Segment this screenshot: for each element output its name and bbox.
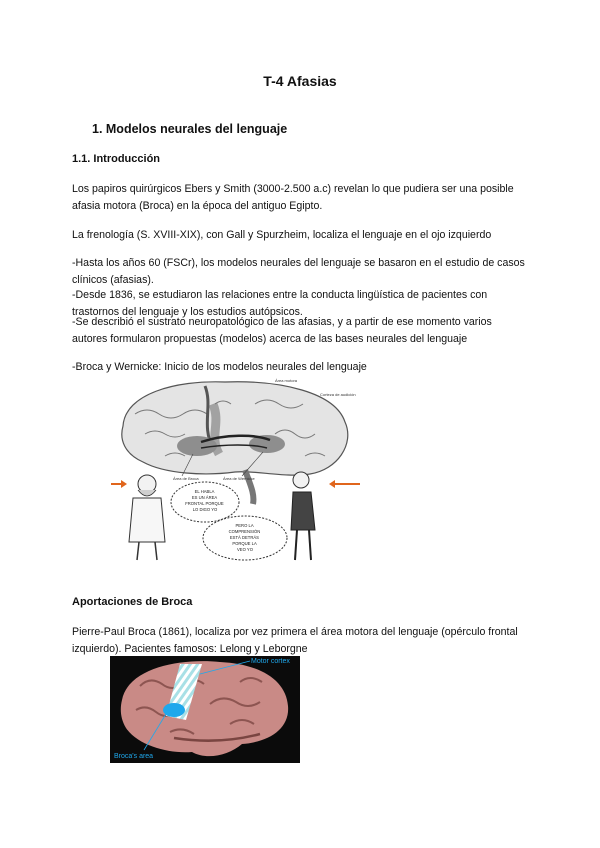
bubble2-line-4: PORQUE LA — [232, 541, 257, 546]
label-brocas-area: Broca's area — [114, 753, 154, 760]
bubble1-line-1: EL HABLA — [194, 489, 215, 494]
label-motor-area: Área motora — [275, 378, 298, 383]
brocas-area-brain-image — [110, 656, 300, 763]
aportaciones-heading: Aportaciones de Broca — [72, 596, 193, 608]
paragraph-papiros: Los papiros quirúrgicos Ebers y Smith (3000-2.500 a.c) revelan lo que pudiera ser una posible afasia motora (Broca) en la época del antiguo Egipto. — [72, 183, 514, 212]
speech-bubble-wernicke — [203, 516, 287, 560]
paragraph-modelos-1: -Hasta los años 60 (FSCr), los modelos neurales del lenguaje se basaron en el estudio de casos clínicos (afasias). — [72, 257, 525, 286]
bubble1-line-4: LO DIGO YO — [192, 507, 218, 512]
bubble2-line-1: PERO LA — [235, 523, 254, 528]
section-heading: 1. Modelos neurales del lenguaje — [92, 122, 288, 136]
bubble2-line-5: VEO YO — [237, 547, 253, 552]
paragraph-frenologia: La frenología (S. XVIII-XIX), con Gall y Spurzheim, localiza el lenguaje en el ojo izquierdo — [72, 229, 492, 241]
speech-bubble-broca — [171, 482, 239, 522]
label-broca-area: Área de Broca — [173, 476, 199, 481]
bubble1-line-2: ES UN ÁREA — [191, 495, 217, 500]
bubble2-line-3: ESTÁ DETRÁS — [229, 535, 259, 540]
brocas-area-region — [163, 703, 185, 717]
label-motor-cortex: Motor cortex — [251, 658, 290, 665]
label-wernicke-area: Área de Wernicke — [223, 476, 255, 481]
label-auditory: Corteza de audición — [320, 392, 356, 397]
bubble2-line-2: COMPRENSIÓN — [228, 529, 261, 534]
subsection-heading: 1.1. Introducción — [72, 153, 161, 165]
broca-wernicke-illustration — [105, 374, 370, 566]
bubble1-line-3: FRONTAL PORQUE — [185, 501, 224, 506]
page-title: T-4 Afasias — [263, 73, 337, 89]
paragraph-broca: Pierre-Paul Broca (1861), localiza por vez primera el área motora del lenguaje (opérculo frontal izquierdo). Pacientes famosos: Lelong y Leborgne — [72, 626, 518, 655]
paragraph-modelos-3: -Se describió el sustrato neuropatológico de las afasias, y a partir de ese momento varios autores formularon propuestas (modelos) acerca de las bases neurales del lenguaje — [72, 316, 492, 345]
paragraph-broca-wernicke: -Broca y Wernicke: Inicio de los modelos neurales del lenguaje — [72, 361, 367, 373]
paragraph-modelos-2: -Desde 1836, se estudiaron las relaciones entre la conducta lingüística de pacientes con trastornos del lenguaje y los estudios autópsicos. — [72, 289, 488, 318]
